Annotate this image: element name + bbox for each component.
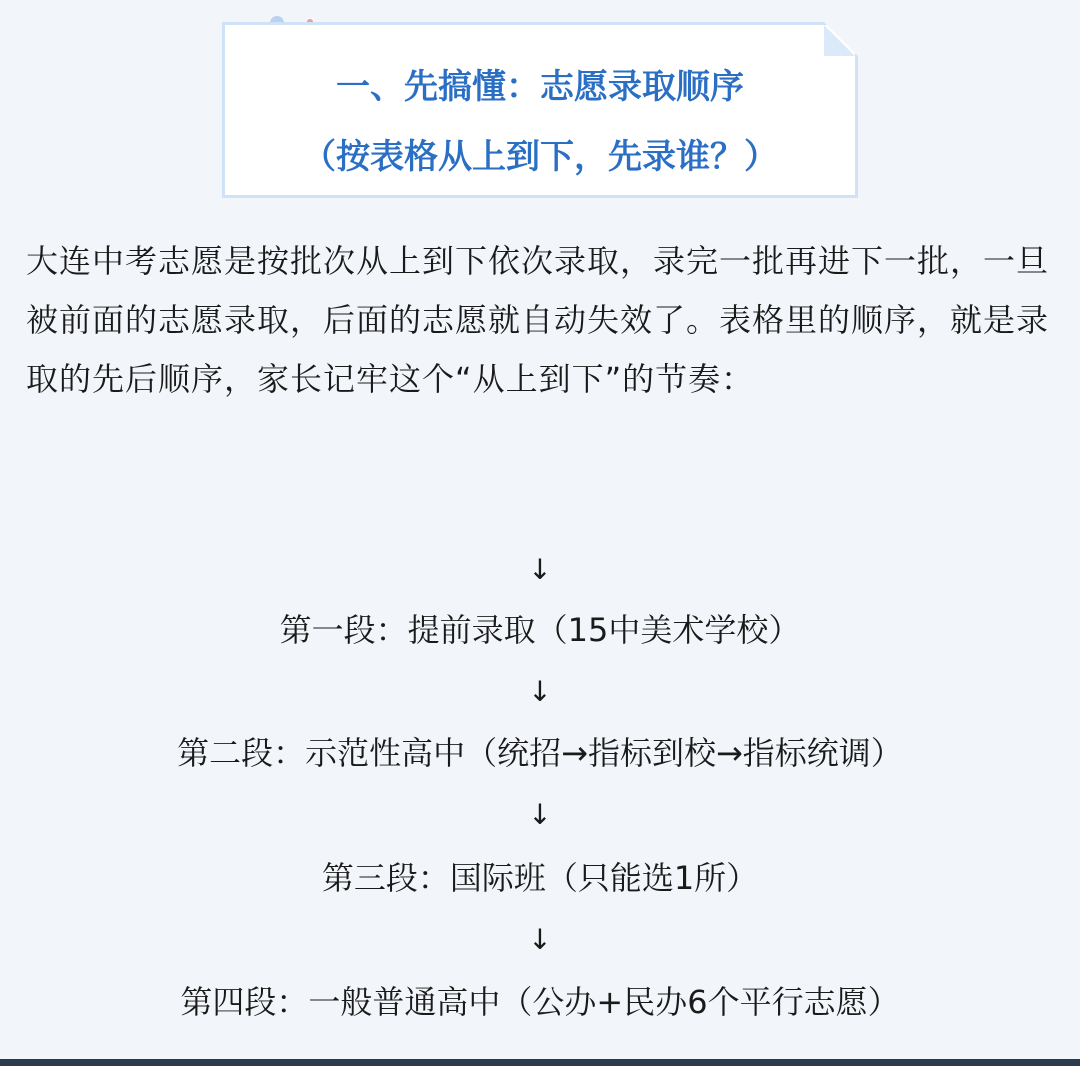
down-arrow-icon: ↓ [528,798,552,831]
flow-step-2: 第二段：示范性高中（统招→指标到校→指标统调） [177,734,903,772]
section-subtitle: （按表格从上到下，先录谁？） [302,137,778,177]
down-arrow-icon: ↓ [528,675,552,708]
flow-step-3: 第三段：国际班（只能选1所） [321,859,759,897]
bottom-edge-bar [0,1059,1080,1066]
intro-paragraph: 大连中考志愿是按批次从上到下依次录取，录完一批再进下一批，一旦被前面的志愿录取，后面的志愿就自动失效了。表格里的顺序，就是录取的先后顺序，家长记牢这个“从上到下”的节奏： [26,242,1050,398]
flow-step-4: 第四段：一般普通高中（公办+民办6个平行志愿） [180,983,900,1021]
down-arrow-icon: ↓ [528,923,552,956]
flow-step-1: 第一段：提前录取（15中美术学校） [279,611,801,649]
section-title-card [222,22,858,198]
down-arrow-icon: ↓ [528,553,552,586]
folded-corner-shadow [824,25,855,56]
section-title: 一、先搞懂：志愿录取顺序 [336,67,744,107]
